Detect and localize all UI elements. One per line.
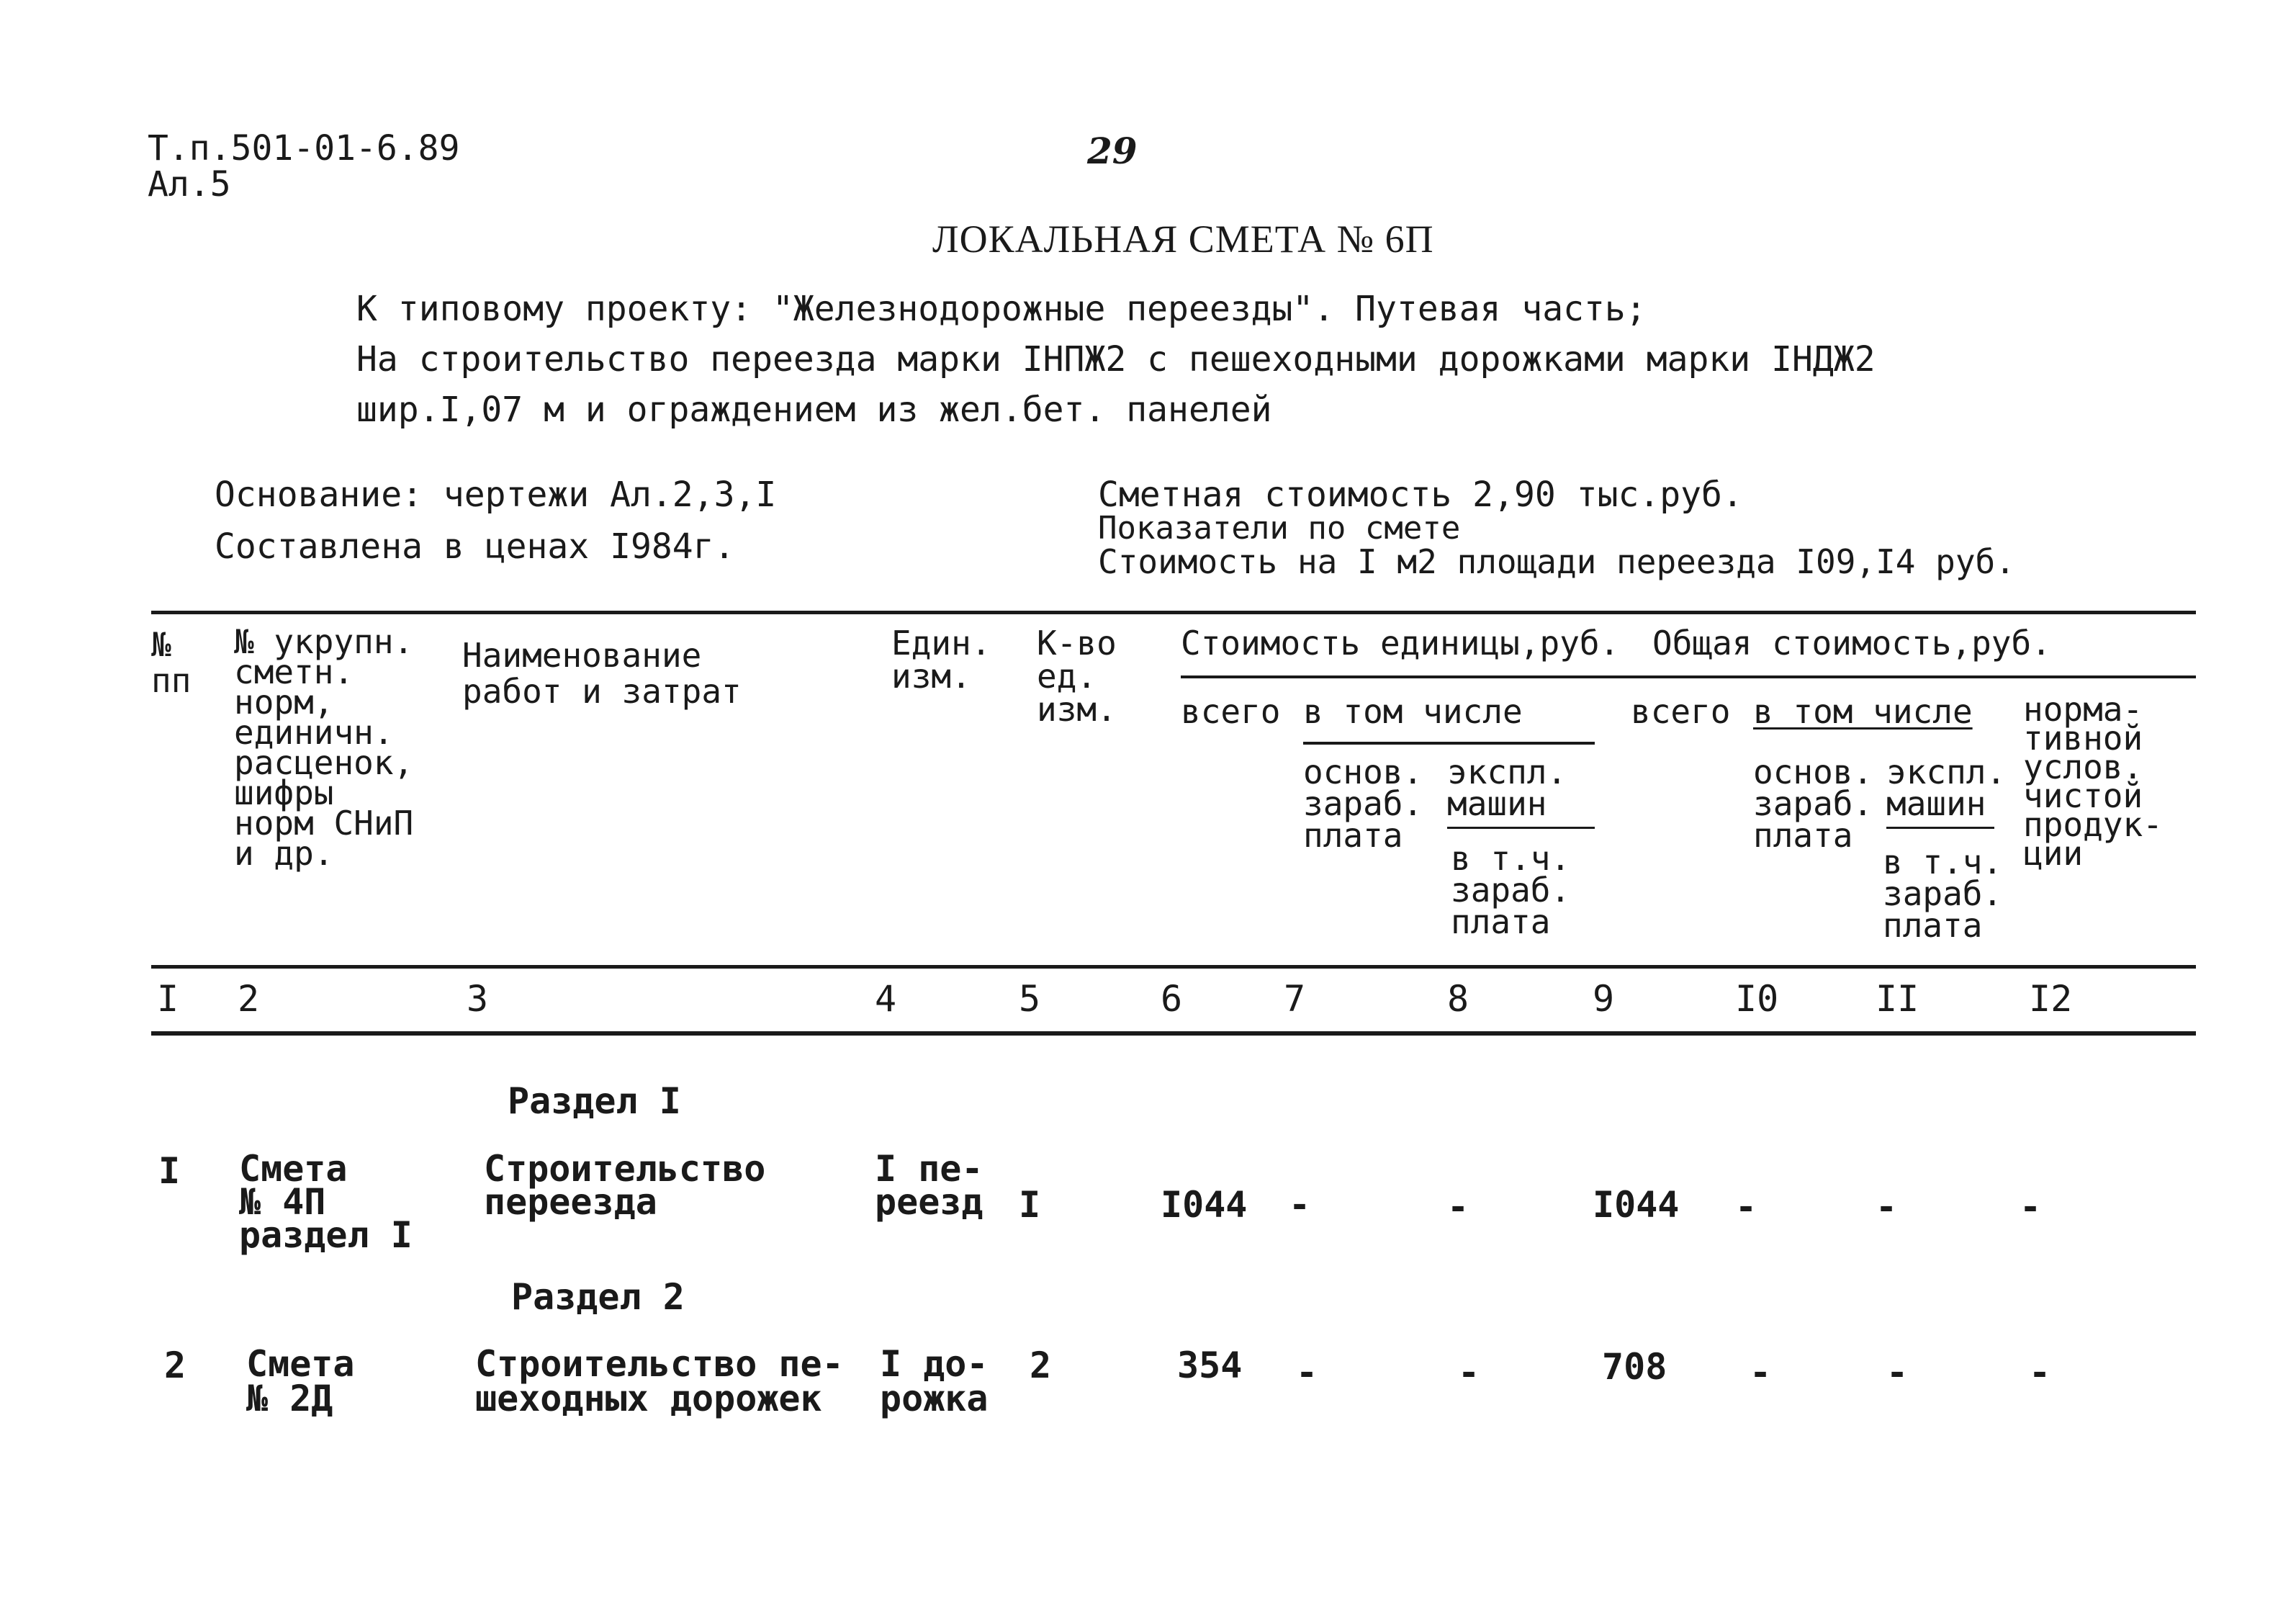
page-number: 29 xyxy=(1087,130,1138,172)
estimated-cost: Сметная стоимость 2,90 тыс.руб. xyxy=(1098,475,1743,515)
row-qty: 2 xyxy=(1030,1345,1052,1386)
colnum-2: 2 xyxy=(238,978,260,1020)
row-total: 708 xyxy=(1602,1346,1667,1388)
col-header-total-incl: в том числе xyxy=(1753,692,1973,731)
col-header-unit-incl: в том числе xyxy=(1303,692,1523,731)
row-unit: I пе- реезд xyxy=(875,1148,983,1223)
col-header-base-wage-total: основ. зараб. плата xyxy=(1753,753,1873,855)
row-name: Строительство пе- шеходных дорожек xyxy=(475,1343,844,1419)
row-unit-machines: - xyxy=(1447,1186,1469,1228)
row-total-wage: - xyxy=(1750,1352,1772,1393)
row-unit-total: 354 xyxy=(1177,1345,1243,1386)
cost-per-m2: Стоимость на I м2 площади переезда I09,I4 руб. xyxy=(1098,542,2015,581)
col-header-total-total: всего xyxy=(1631,692,1731,731)
prices-text: Составлена в ценах I984г. xyxy=(215,526,735,567)
scope-line-1: На строительство переезда марки IНПЖ2 с пешеходными дорожками марки IНДЖ2 xyxy=(356,339,1876,380)
col-header-normative: норма- тивной услов. чистой продук- ции xyxy=(2023,690,2163,873)
col-header-number: № пп xyxy=(151,625,192,700)
row-qty: I xyxy=(1019,1184,1041,1226)
colnum-12: I2 xyxy=(2029,978,2073,1020)
colnum-4: 4 xyxy=(875,978,897,1020)
colnum-11: II xyxy=(1876,978,1919,1020)
row-normative: - xyxy=(2029,1352,2051,1393)
col-header-qty: К-во ед. изм. xyxy=(1037,624,1117,729)
row-norm: Смета № 2Д xyxy=(246,1343,355,1419)
column-numbers-rule xyxy=(151,1031,2196,1036)
col-header-unit-total: всего xyxy=(1181,692,1281,731)
col-header-unit: Един. изм. xyxy=(891,624,991,696)
col-header-machines-total: экспл. машин xyxy=(1886,753,2007,823)
row-unit-machines: - xyxy=(1458,1352,1480,1393)
page-title: ЛОКАЛЬНАЯ СМЕТА № 6П xyxy=(932,217,1434,261)
row-norm: Смета № 4П раздел I xyxy=(239,1148,413,1256)
col-header-machines-wage: в т.ч. зараб. плата xyxy=(1451,839,1571,941)
row-unit: I до- рожка xyxy=(880,1343,989,1419)
col-header-norm: № укрупн. сметн. норм, единичн. расценок, шифры норм СНиП и др. xyxy=(234,622,414,873)
document-code: Т.п.501-01-6.89 xyxy=(148,128,460,169)
row-name: Строительство переезда xyxy=(484,1148,766,1223)
cost-subheader-rule xyxy=(1181,675,2196,678)
incl-rule-unit xyxy=(1303,742,1595,745)
colnum-8: 8 xyxy=(1447,978,1469,1020)
col-header-total-cost: Общая стоимость,руб. xyxy=(1652,624,2051,663)
row-unit-wage: - xyxy=(1296,1352,1318,1393)
colnum-6: 6 xyxy=(1161,978,1183,1020)
indicators-label: Показатели по смете xyxy=(1098,510,1461,547)
row-number: I xyxy=(158,1150,181,1192)
colnum-10: I0 xyxy=(1735,978,1779,1020)
row-total: I044 xyxy=(1593,1184,1680,1226)
machines-rule-total xyxy=(1886,827,1994,829)
col-header-name: Наименование работ и затрат xyxy=(462,636,742,711)
header-bottom-rule xyxy=(151,965,2196,969)
project-line: К типовому проекту: "Железнодорожные переезды". Путевая часть; xyxy=(356,289,1647,329)
col-header-base-wage: основ. зараб. плата xyxy=(1303,753,1423,855)
col-header-machines-wage-total: в т.ч. зараб. плата xyxy=(1883,843,2003,945)
scope-line-2: шир.I,07 м и ограждением из жел.бет. панелей xyxy=(356,390,1272,430)
row-normative: - xyxy=(2020,1186,2042,1228)
row-total-machines: - xyxy=(1886,1352,1909,1393)
row-unit-total: I044 xyxy=(1161,1184,1248,1226)
colnum-3: 3 xyxy=(467,978,489,1020)
colnum-9: 9 xyxy=(1593,978,1615,1020)
row-unit-wage: - xyxy=(1289,1184,1311,1226)
colnum-1: I xyxy=(157,978,179,1020)
row-total-machines: - xyxy=(1876,1186,1898,1228)
col-header-machines: экспл. машин xyxy=(1447,753,1567,823)
table-top-rule xyxy=(151,611,2196,614)
colnum-5: 5 xyxy=(1019,978,1041,1020)
section-title: Раздел I xyxy=(508,1080,681,1122)
colnum-7: 7 xyxy=(1284,978,1306,1020)
section-title: Раздел 2 xyxy=(511,1276,685,1318)
row-total-wage: - xyxy=(1735,1186,1757,1228)
album-label: Ал.5 xyxy=(148,164,231,205)
row-number: 2 xyxy=(164,1345,186,1386)
col-header-unit-cost: Стоимость единицы,руб. xyxy=(1181,624,1620,663)
machines-rule-unit xyxy=(1447,827,1595,829)
basis-text: Основание: чертежи Ал.2,3,I xyxy=(215,475,777,515)
